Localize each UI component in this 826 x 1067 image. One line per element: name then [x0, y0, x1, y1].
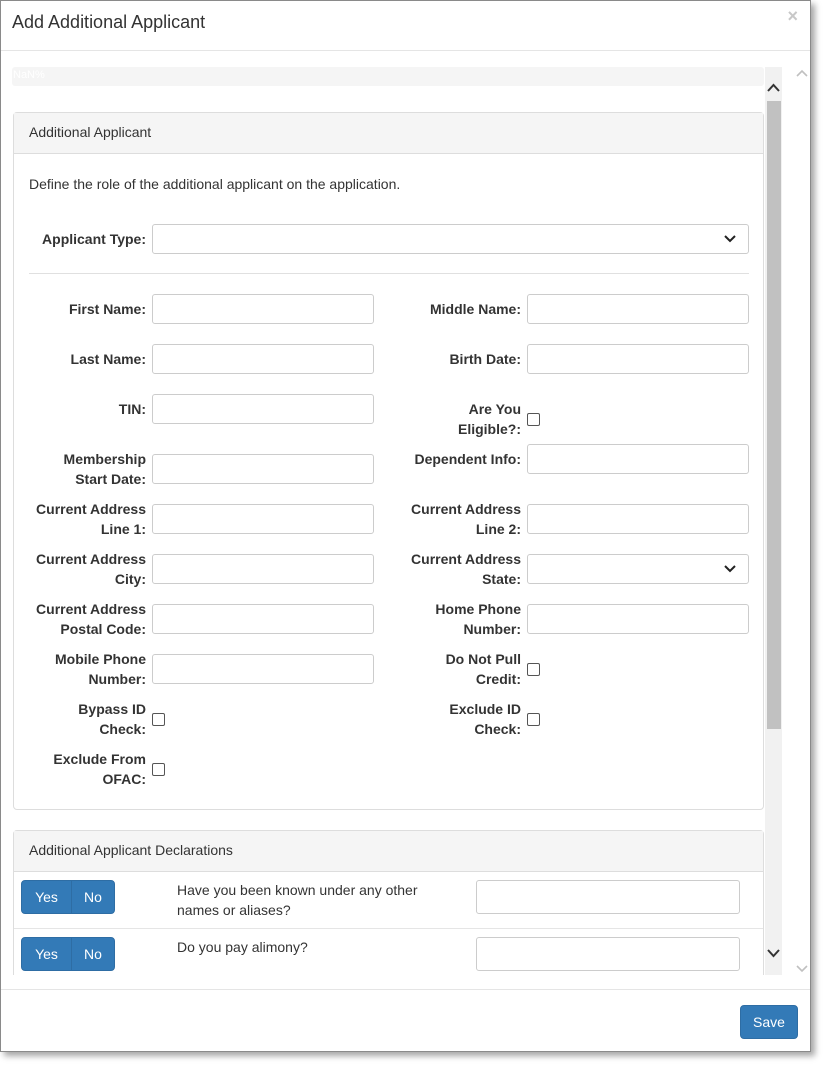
yes-no-toggle	[21, 880, 115, 914]
declaration-question: Have you been known under any other names or aliases?	[177, 882, 418, 918]
tin-input[interactable]	[152, 394, 374, 424]
declaration-row	[14, 929, 763, 975]
address-line1-label: Current Address Line 1:	[36, 501, 146, 537]
membership-start-date-input[interactable]	[152, 454, 374, 484]
declaration-row	[14, 872, 763, 929]
yes-button[interactable]: Yes	[35, 889, 58, 905]
panel-heading: Additional Applicant	[14, 113, 763, 154]
body-scrollbar[interactable]	[765, 67, 782, 975]
modal-header	[1, 1, 810, 51]
applicant-type-label: Applicant Type:	[42, 231, 146, 247]
home-phone-input[interactable]	[527, 604, 749, 634]
yes-button[interactable]: Yes	[35, 946, 58, 962]
first-name-label: First Name:	[68, 301, 146, 317]
birth-date-label: Birth Date:	[449, 351, 521, 367]
declarations-panel	[13, 830, 764, 975]
intro-text: Define the role of the additional applicant on the application.	[29, 176, 401, 192]
mobile-phone-label: Mobile Phone Number:	[55, 651, 146, 687]
address-state-label: Current Address State:	[411, 551, 521, 587]
declaration-question: Do you pay alimony?	[177, 939, 308, 955]
progress-text: NaN%	[13, 69, 45, 81]
dependent-info-input[interactable]	[527, 444, 749, 474]
middle-name-input[interactable]	[527, 294, 749, 324]
chevron-down-icon	[724, 234, 736, 244]
close-icon[interactable]: ×	[787, 6, 798, 26]
mobile-phone-input[interactable]	[152, 654, 374, 684]
birth-date-input[interactable]	[527, 344, 749, 374]
scroll-down-icon[interactable]	[796, 963, 808, 975]
scroll-up-icon[interactable]	[767, 82, 780, 94]
save-button[interactable]: Save	[740, 1005, 798, 1039]
middle-name-label: Middle Name:	[429, 301, 521, 317]
address-line2-input[interactable]	[527, 504, 749, 534]
modal-scrollbar[interactable]	[794, 53, 810, 989]
address-line1-input[interactable]	[152, 504, 374, 534]
applicant-type-select[interactable]	[152, 224, 749, 254]
home-phone-label: Home Phone Number:	[435, 601, 521, 637]
yes-no-toggle	[21, 937, 115, 971]
modal-title: Add Additional Applicant	[12, 12, 206, 32]
no-button[interactable]: No	[71, 881, 114, 913]
progress-bar	[12, 67, 764, 86]
divider	[29, 273, 749, 274]
modal-footer	[1, 989, 810, 1051]
exclude-ofac-checkbox[interactable]	[152, 763, 165, 776]
postal-code-input[interactable]	[152, 604, 374, 634]
panel-heading: Additional Applicant Declarations	[14, 831, 763, 872]
address-city-label: Current Address City:	[36, 551, 146, 587]
scroll-down-icon[interactable]	[767, 947, 780, 959]
additional-applicant-panel	[13, 112, 764, 810]
bypass-id-check-label: Bypass ID Check:	[78, 701, 146, 737]
membership-start-date-label: Membership Start Date:	[63, 451, 146, 487]
exclude-id-check-label: Exclude ID Check:	[449, 701, 521, 737]
no-button[interactable]: No	[71, 938, 114, 970]
modal-body	[12, 67, 782, 975]
declaration-answer-input[interactable]	[476, 880, 740, 914]
address-state-select[interactable]	[527, 554, 749, 584]
declaration-answer-input[interactable]	[476, 937, 740, 971]
tin-label: TIN:	[118, 401, 146, 417]
bypass-id-check-checkbox[interactable]	[152, 713, 165, 726]
do-not-pull-credit-checkbox[interactable]	[527, 663, 540, 676]
are-you-eligible-label: Are You Eligible?:	[458, 401, 521, 437]
address-city-input[interactable]	[152, 554, 374, 584]
first-name-input[interactable]	[152, 294, 374, 324]
exclude-ofac-label: Exclude From OFAC:	[53, 751, 146, 787]
chevron-down-icon	[724, 564, 736, 574]
address-line2-label: Current Address Line 2:	[411, 501, 521, 537]
last-name-input[interactable]	[152, 344, 374, 374]
postal-code-label: Current Address Postal Code:	[36, 601, 146, 637]
scroll-up-icon[interactable]	[796, 67, 808, 79]
last-name-label: Last Name:	[70, 351, 146, 367]
dependent-info-label: Dependent Info:	[414, 451, 521, 467]
are-you-eligible-checkbox[interactable]	[527, 413, 540, 426]
scrollbar-thumb[interactable]	[767, 101, 781, 729]
do-not-pull-credit-label: Do Not Pull Credit:	[445, 651, 521, 687]
exclude-id-check-checkbox[interactable]	[527, 713, 540, 726]
